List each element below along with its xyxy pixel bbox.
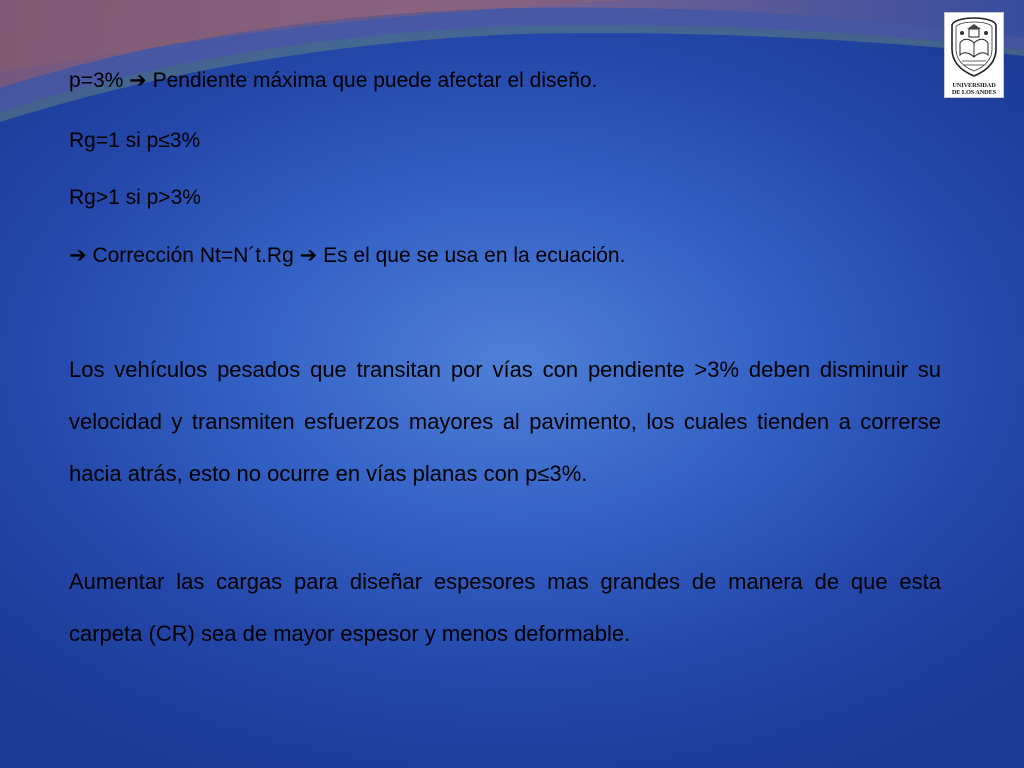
correction-line (69, 244, 625, 268)
arrow-right-icon: ➔ (129, 69, 147, 92)
rg-greater-line: Rg>1 si p>3% (69, 186, 201, 209)
correction-formula: Corrección Nt=N´t.Rg (92, 244, 294, 267)
arrow-right-icon: ➔ (299, 244, 318, 267)
slope-max-line (69, 69, 597, 93)
correction-note: Es el que se usa en la ecuación. (323, 244, 626, 267)
logo-text-line2: DE LOS ANDES (951, 89, 997, 96)
arrow-right-icon: ➔ (69, 244, 87, 267)
slope-max-description: Pendiente máxima que puede afectar el diseño. (152, 69, 598, 92)
slope-max-condition: p=3% (69, 69, 124, 92)
university-seal-icon (948, 15, 1000, 79)
rg-equal-line: Rg=1 si p≤3% (69, 129, 201, 152)
loads-paragraph: Aumentar las cargas para diseñar espesores mas grandes de manera de que esta carpeta (CR) sea de mayor espesor y menos deformable. (69, 569, 941, 646)
logo-text-line1: UNIVERSIDAD (952, 82, 996, 89)
university-logo (944, 12, 1004, 98)
vehicles-paragraph: Los vehículos pesados que transitan por vías con pendiente >3% deben disminuir su velocidad y transmiten esfuerzos mayores al pavimento, los cuales tienden a correrse hacia atrás, esto no ocurre en vías planas con p≤3%. (69, 357, 941, 486)
